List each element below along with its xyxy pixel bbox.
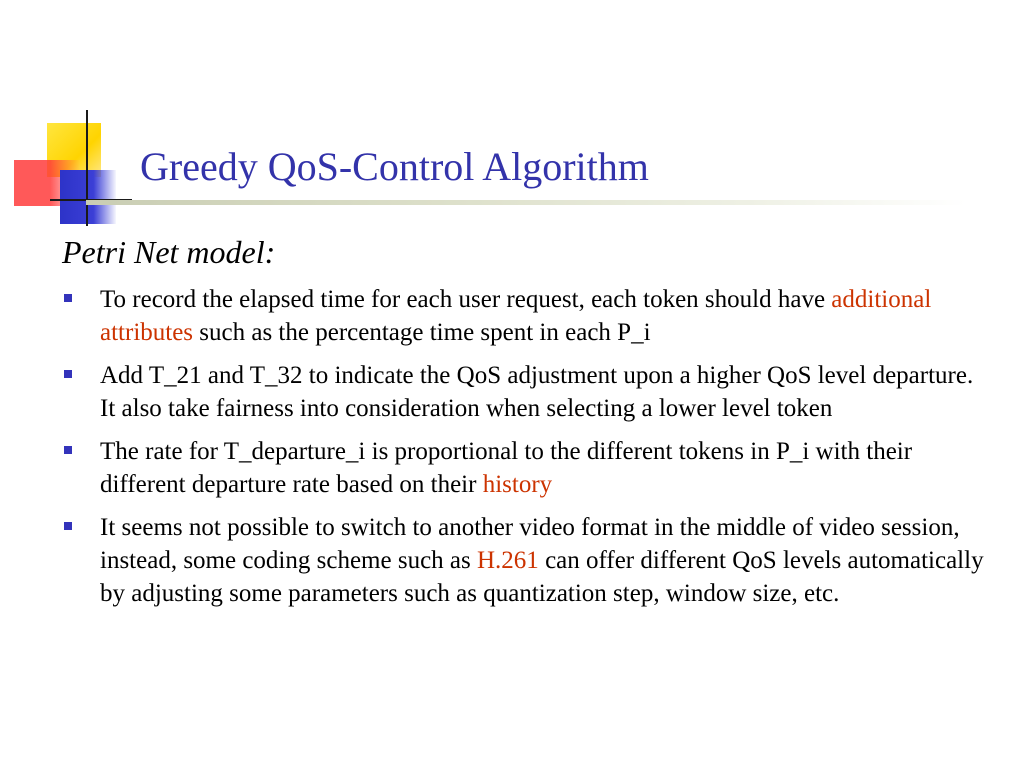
logo-vertical-line — [86, 110, 88, 226]
title-underline — [86, 200, 966, 205]
square-bullet-icon — [64, 294, 72, 302]
bullet-text: such as the percentage time spent in each P_i — [193, 319, 651, 346]
square-bullet-icon — [64, 522, 72, 530]
bullet-item — [62, 511, 992, 610]
bullet-item — [62, 435, 992, 501]
highlighted-text: history — [482, 471, 553, 498]
square-bullet-icon — [64, 370, 72, 378]
bullet-list — [62, 283, 992, 620]
bullet-text: can offer different QoS levels automatically by adjusting some parameters such as quantization step, window size, etc. — [100, 547, 984, 607]
bullet-item — [62, 359, 992, 425]
highlighted-text: additional attributes — [100, 286, 932, 346]
bullet-text: It seems not possible to switch to another video format in the middle of video session, instead, some coding scheme such as — [100, 514, 960, 574]
bullet-item — [62, 283, 992, 349]
bullet-text: The rate for T_departure_i is proportional to the different tokens in P_i with their different departure rate based on their — [100, 438, 913, 498]
highlighted-text: H.261 — [477, 547, 539, 574]
slide-subtitle: Petri Net model: — [62, 234, 276, 270]
logo-blue-square — [60, 170, 116, 224]
bullet-text: To record the elapsed time for each user request, each token should have — [100, 286, 832, 313]
bullet-text: Add T_21 and T_32 to indicate the QoS adjustment upon a higher QoS level departure. It also take fairness into consideration when selecting a lower level token — [100, 362, 974, 422]
slide-title: Greedy QoS-Control Algorithm — [140, 144, 649, 189]
square-bullet-icon — [64, 446, 72, 454]
